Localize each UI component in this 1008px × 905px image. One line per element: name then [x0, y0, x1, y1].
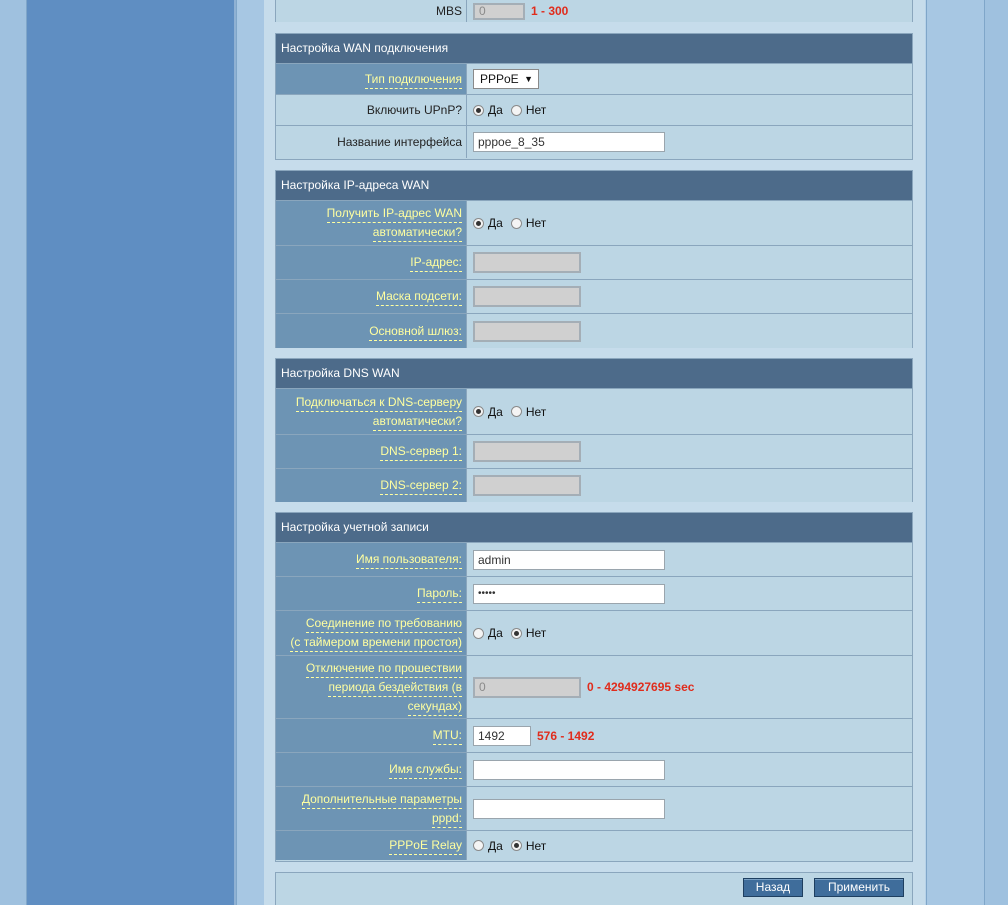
- idle-timeout-input[interactable]: [473, 677, 581, 698]
- on-demand-no-radio[interactable]: Нет: [511, 626, 546, 640]
- dns2-row: [276, 468, 912, 502]
- mbs-input[interactable]: [473, 3, 525, 20]
- interface-name-input[interactable]: [473, 132, 665, 152]
- wan-ip-auto-row: [276, 200, 912, 245]
- wan-dns-section: [275, 358, 913, 502]
- radio-checked-icon: [473, 406, 484, 417]
- on-demand-label: Соединение по требованию (с таймером времени простоя): [276, 611, 466, 655]
- page-left-edge: [0, 0, 27, 905]
- ip-address-row: [276, 245, 912, 279]
- dns2-label: DNS-сервер 2:: [276, 469, 466, 502]
- radio-unchecked-icon: [473, 628, 484, 639]
- dns-auto-yes-radio[interactable]: Да: [473, 405, 503, 419]
- wan-connection-section: [275, 33, 913, 160]
- action-bar: [275, 872, 913, 905]
- password-input[interactable]: •••••: [473, 584, 665, 604]
- radio-unchecked-icon: [511, 105, 522, 116]
- subnet-mask-label: Маска подсети:: [276, 280, 466, 313]
- wan-ip-auto-yes-radio[interactable]: Да: [473, 216, 503, 230]
- on-demand-row: [276, 610, 912, 655]
- radio-unchecked-icon: [511, 218, 522, 229]
- mbs-range: 1 - 300: [531, 4, 569, 18]
- pppoe-relay-row: [276, 830, 912, 860]
- interface-name-row: [276, 125, 912, 158]
- upnp-yes-radio[interactable]: Да: [473, 103, 503, 117]
- radio-unchecked-icon: [511, 406, 522, 417]
- apply-button[interactable]: Применить: [814, 878, 904, 897]
- mbs-label: MBS: [276, 0, 466, 22]
- left-sidebar: [27, 0, 236, 905]
- pppoe-relay-no-radio[interactable]: Нет: [511, 839, 546, 853]
- radio-checked-icon: [473, 105, 484, 116]
- wan-ip-auto-no-radio[interactable]: Нет: [511, 216, 546, 230]
- mtu-range: 576 - 1492: [537, 728, 595, 743]
- radio-checked-icon: [511, 628, 522, 639]
- on-demand-yes-radio[interactable]: Да: [473, 626, 503, 640]
- username-input[interactable]: [473, 550, 665, 570]
- pppd-options-row: [276, 786, 912, 830]
- dns1-input[interactable]: [473, 441, 581, 462]
- connection-type-row: [276, 63, 912, 94]
- wan-connection-title: Настройка WAN подключения: [276, 34, 912, 63]
- account-section: [275, 512, 913, 862]
- radio-unchecked-icon: [473, 840, 484, 851]
- username-label: Имя пользователя:: [276, 543, 466, 576]
- ip-address-label: IP-адрес:: [276, 246, 466, 279]
- dns-auto-no-radio[interactable]: Нет: [511, 405, 546, 419]
- upnp-label: Включить UPnP?: [276, 95, 466, 125]
- radio-checked-icon: [511, 840, 522, 851]
- dns-auto-row: [276, 388, 912, 434]
- mtu-label: MTU:: [276, 719, 466, 752]
- username-row: [276, 542, 912, 576]
- service-name-input[interactable]: [473, 760, 665, 780]
- pppoe-relay-yes-radio[interactable]: Да: [473, 839, 503, 853]
- connection-type-select[interactable]: PPPoE ▼: [473, 69, 539, 89]
- radio-checked-icon: [473, 218, 484, 229]
- pppd-options-input[interactable]: [473, 799, 665, 819]
- chevron-down-icon: ▼: [524, 74, 533, 84]
- dns1-label: DNS-сервер 1:: [276, 435, 466, 468]
- interface-name-label: Название интерфейса: [276, 126, 466, 158]
- default-gateway-label: Основной шлюз:: [276, 314, 466, 348]
- back-button[interactable]: Назад: [743, 878, 803, 897]
- right-column: [926, 0, 985, 905]
- mbs-row: [276, 0, 912, 22]
- default-gateway-row: [276, 313, 912, 348]
- dns1-row: [276, 434, 912, 468]
- mtu-input[interactable]: [473, 726, 531, 746]
- qos-section-partial: [275, 0, 913, 22]
- upnp-row: [276, 94, 912, 125]
- mtu-row: [276, 718, 912, 752]
- page-right-edge: [985, 0, 1008, 905]
- dns2-input[interactable]: [473, 475, 581, 496]
- password-label: Пароль:: [276, 577, 466, 610]
- idle-timeout-row: [276, 655, 912, 718]
- service-name-label: Имя службы:: [276, 753, 466, 786]
- subnet-mask-row: [276, 279, 912, 313]
- wan-ip-auto-label: Получить IP-адрес WAN автоматически?: [276, 201, 466, 245]
- service-name-row: [276, 752, 912, 786]
- wan-ip-title: Настройка IP-адреса WAN: [276, 171, 912, 200]
- pppoe-relay-label: PPPoE Relay: [276, 831, 466, 860]
- dns-auto-label: Подключаться к DNS-серверу автоматически?: [276, 389, 466, 434]
- connection-type-label: Тип подключения: [276, 64, 466, 94]
- wan-dns-title: Настройка DNS WAN: [276, 359, 912, 388]
- idle-timeout-range: 0 - 4294927695 sec: [587, 680, 695, 694]
- default-gateway-input[interactable]: [473, 321, 581, 342]
- pppd-options-label: Дополнительные параметры pppd:: [276, 787, 466, 830]
- ip-address-input[interactable]: [473, 252, 581, 273]
- password-row: [276, 576, 912, 610]
- wan-ip-section: [275, 170, 913, 348]
- sidebar-gap: [236, 0, 265, 905]
- idle-timeout-label: Отключение по прошествии периода бездействия (в секундах): [276, 656, 466, 718]
- upnp-no-radio[interactable]: Нет: [511, 103, 546, 117]
- subnet-mask-input[interactable]: [473, 286, 581, 307]
- account-title: Настройка учетной записи: [276, 513, 912, 542]
